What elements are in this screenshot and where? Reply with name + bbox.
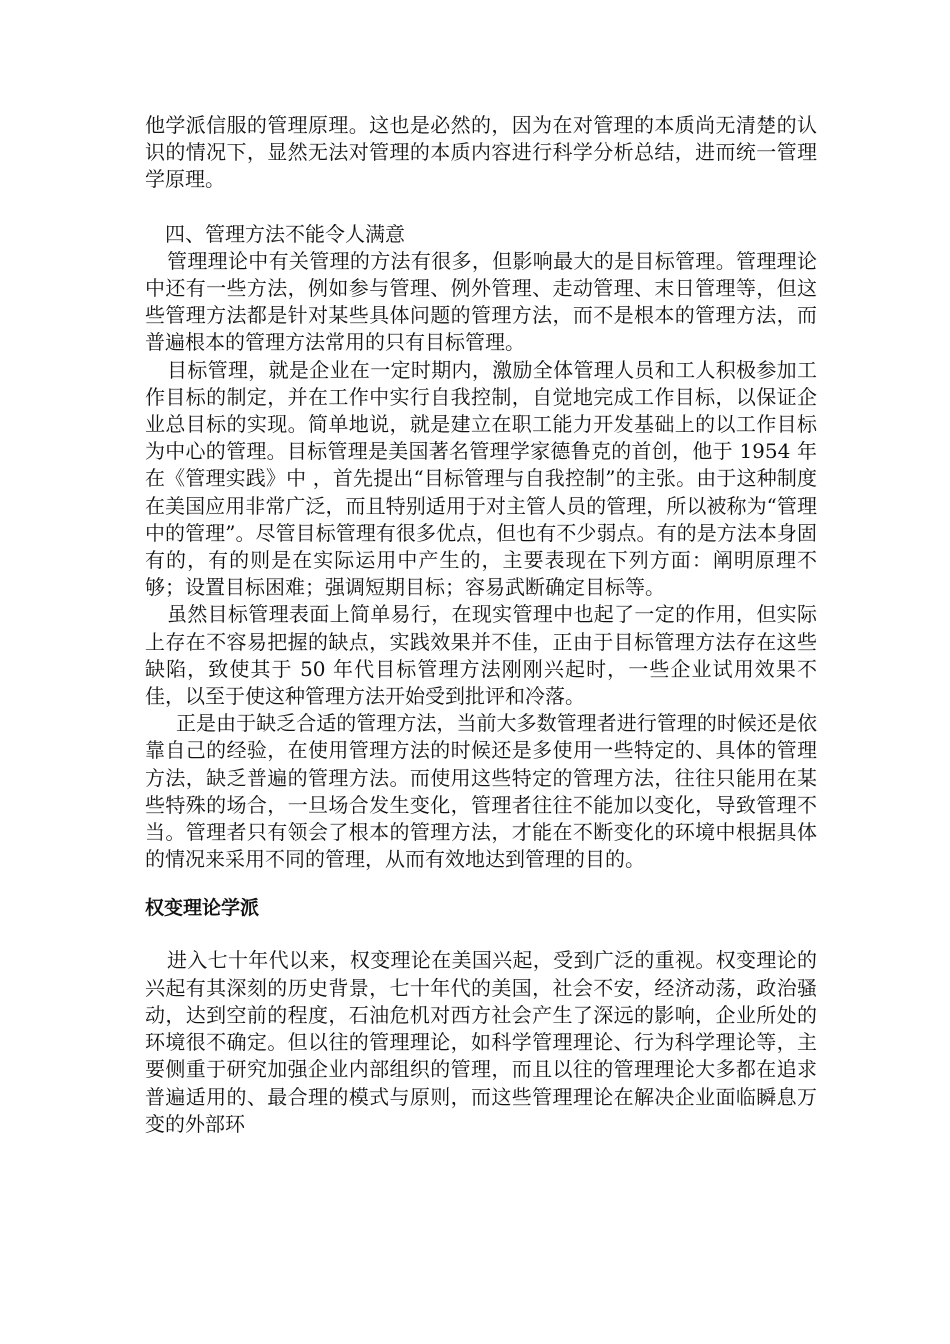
- paragraph-methods: 管理理论中有关管理的方法有很多，但影响最大的是目标管理。管理理论中还有一些方法，例如参与管理、例外管理、走动管理、末日管理等，但这些管理方法都是针对某些具体问题的管理方法，而不是根本的管理方法，而普遍根本的管理方法常用的只有目标管理。: [145, 248, 817, 355]
- paragraph-mbo-definition: 目标管理，就是企业在一定时期内，激励全体管理人员和工人积极参加工作目标的制定，并在工作中实行自我控制，自觉地完成工作目标，以保证企业总目标的实现。简单地说，就是建立在职工能力开发基础上的以工作目标为中心的管理。目标管理是美国著名管理学家德鲁克的首创，他于 1954 年在《管理实践》中 ，首先提出“目标管理与自我控制”的主张。由于这种制度在美国应用非常广泛，而且特别适用于对主管人员的管理，所以被称为“管理中的管理”。尽管目标管理有很多优点，但也有不少弱点。有的是方法本身固有的，有的则是在实际运用中产生的，主要表现在下列方面：阐明原理不够；设置目标困难；强调短期目标；容易武断确定目标等。: [145, 357, 817, 600]
- paragraph-contingency-theory: 进入七十年代以来，权变理论在美国兴起，受到广泛的重视。权变理论的兴起有其深刻的历史背景，七十年代的美国，社会不安，经济动荡，政治骚动，达到空前的程度，石油危机对西方社会产生了深远的影响，企业所处的环境很不确定。但以往的管理理论，如科学管理理论、行为科学理论等，主要侧重于研究加强企业内部组织的管理，而且以往的管理理论大多都在追求普遍适用的、最合理的模式与原则，而这些管理理论在解决企业面临瞬息万变的外部环: [145, 948, 817, 1136]
- subheading-four: 四、管理方法不能令人满意: [165, 221, 405, 246]
- paragraph-lack-of-methods: 正是由于缺乏合适的管理方法，当前大多数管理者进行管理的时候还是依靠自己的经验，在使用管理方法的时候还是多使用一些特定的、具体的管理方法，缺乏普遍的管理方法。而使用这些特定的管理方法，往往只能用在某些特殊的场合，一旦场合发生变化，管理者往往不能加以变化，导致管理不当。管理者只有领会了根本的管理方法，才能在不断变化的环境中根据具体的情况来采用不同的管理，从而有效地达到管理的目的。: [145, 711, 817, 872]
- paragraph-mbo-drawbacks: 虽然目标管理表面上简单易行，在现实管理中也起了一定的作用，但实际上存在不容易把握的缺点，实践效果并不佳，正由于目标管理方法存在这些缺陷，致使其于 50 年代目标管理方法刚刚兴起时，一些企业试用效果不佳，以至于使这种管理方法开始受到批评和冷落。: [145, 602, 817, 709]
- section-title: 权变理论学派: [145, 897, 260, 920]
- document-page: [145, 112, 817, 1138]
- paragraph-continuation: 他学派信服的管理原理。这也是必然的，因为在对管理的本质尚无清楚的认识的情况下，显然无法对管理的本质内容进行科学分析总结，进而统一管理学原理。: [145, 113, 817, 192]
